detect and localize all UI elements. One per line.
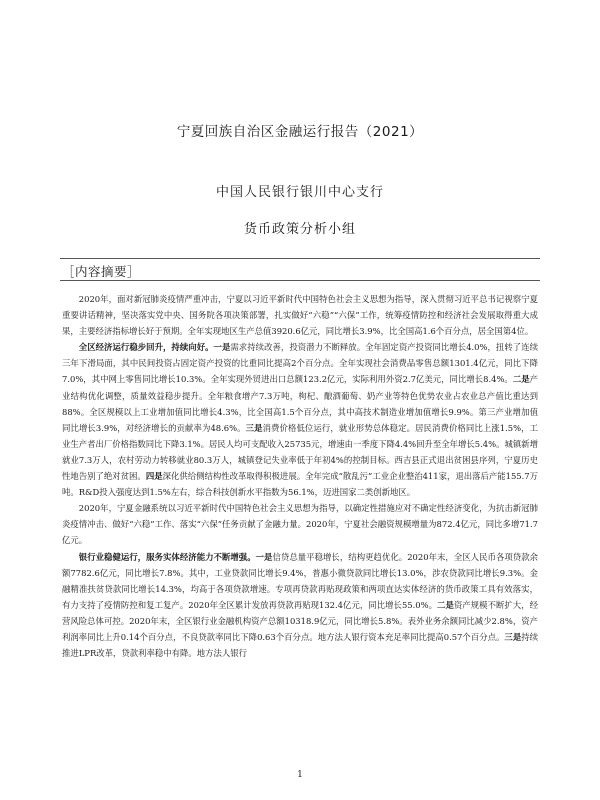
paragraph-text: 深化供给侧结构性改革取得积极进展。全年完成“散乱污”工业企业整治411家，退出落后产能155.7万吨。R&D投入强度达到1.5%左右，综合科技创新水平指数为56.1%，迈进国家二类创新地区。 (62, 471, 539, 498)
paragraph-text: 持续推进LPR改革，贷款利率稳中有降。地方法人银行 (62, 631, 539, 659)
summary-body (62, 291, 538, 661)
body-paragraph (62, 291, 538, 339)
body-paragraph (62, 339, 538, 500)
bold-phrase: 二是 (512, 374, 530, 385)
bold-phrase: 全区经济运行稳步回升，持续向好。 (78, 342, 214, 353)
page-number: 1 (297, 770, 303, 780)
bold-phrase: 二是 (437, 599, 454, 610)
bold-phrase: 四是 (145, 471, 163, 482)
bold-phrase: 三是 (504, 631, 522, 642)
author-group: 货币政策分析小组 (243, 222, 356, 237)
bold-phrase: 银行业稳健运行，服务实体经济能力不断增强。 (78, 551, 256, 562)
section-rule-top (60, 258, 540, 259)
body-paragraph (62, 500, 538, 548)
paragraph-text: 2020年，宁夏金融系统以习近平新时代中国特色社会主义思想为指导，以确定性措施应对不确定性经济变化，为抗击新冠肺炎疫情冲击、做好“六稳”工作、落实“六保”任务贡献了金融力量。2020年，宁夏社会融资规模增量为872.4亿元，同比多增71.7亿元。 (62, 503, 538, 546)
bold-phrase: 三是 (245, 422, 263, 433)
organization-name: 中国人民银行银川中心支行 (215, 185, 384, 200)
paragraph-text: 需求持续改善，投资潜力不断释放。全年固定资产投资同比增长4.0%，扭转了连续三年下滑局面，其中民间投资占固定资产投资的比重同比提高2个百分点。全年实现社会消费品零售总额1301.4亿元，同比下降7.0%，其中网上零售同比增长10.3%。全年实现外贸进出口总额123.2亿元，实际利用外资2.7亿美元，同比增长8.4%。 (62, 342, 538, 385)
paragraph-text: 消费价格低位运行，就业形势总体稳定。居民消费价格同比上涨1.5%，工业生产者出厂价格指数同比下降3.1%。居民人均可支配收入25735元，增速由一季度下降4.4%回升至全年增长5.4%。城镇新增就业7.3万人，农村劳动力转移就业80.3万人，城镇登记失业率低于年初4%的控制目标。西吉县正式退出贫困县序列，宁夏历史性地告别了绝对贫困。 (62, 422, 538, 482)
bold-phrase: 一是 (213, 342, 231, 353)
paragraph-text: 信贷总量平稳增长，结构更趋优化。2020年末，全区人民币各项贷款余额7782.6亿元，同比增长7.8%。其中，工业贷款同比增长9.4%，普惠小微贷款同比增长13.0%，涉农贷款同比增长9.3%。金融精准扶贫贷款同比增长14.3%，均高于各项贷款增速。专项再贷款再贴现政策和两项直达实体经济的货币政策工具有效落实，有力支持了疫情防控和复工复产。2020年全区累计发放再贷款再贴现132.4亿元，同比增长55.0%。 (62, 551, 539, 610)
bold-phrase: 一是 (255, 551, 273, 562)
section-rule-bottom (60, 280, 540, 281)
paragraph-text: 2020年，面对新冠肺炎疫情严重冲击，宁夏以习近平新时代中国特色社会主义思想为指导，深入贯彻习近平总书记视察宁夏重要讲话精神，坚决落实党中央、国务院各项决策部署，扎实做好“六稳”“六保”工作，统筹疫情防控和经济社会发展取得重大成果，主要经济指标增长好于预期。全年实现地区生产总值3920.6亿元，同比增长3.9%，比全国高1.6个百分点，居全国第4位。 (62, 294, 538, 337)
section-heading: ［内容摘要］ (62, 264, 141, 279)
document-title: 宁夏回族自治区金融运行报告（2021） (176, 124, 424, 140)
paragraph-text: 产业结构优化调整，质量效益稳步提升。全年粮食增产7.3万吨，枸杞、酿酒葡萄、奶产业等特色优势农业占农业总产值比重达到88%。全区规模以上工业增加值同比增长4.3%，比全国高1.5个百分点，其中高技术制造业增加值增长9.9%。第三产业增加值同比增长3.9%，对经济增长的贡献率为48.6%。 (62, 374, 539, 433)
paragraph-text: 资产规模不断扩大，经营风险总体可控。2020年末，全区银行业金融机构资产总额10318.9亿元，同比增长5.8%。表外业务余额同比减少2.8%，资产利润率同比上升0.14个百分点，不良贷款率同比下降0.63个百分点。地方法人银行资本充足率同比提高0.57个百分点。 (62, 599, 539, 642)
body-paragraph (62, 549, 538, 662)
